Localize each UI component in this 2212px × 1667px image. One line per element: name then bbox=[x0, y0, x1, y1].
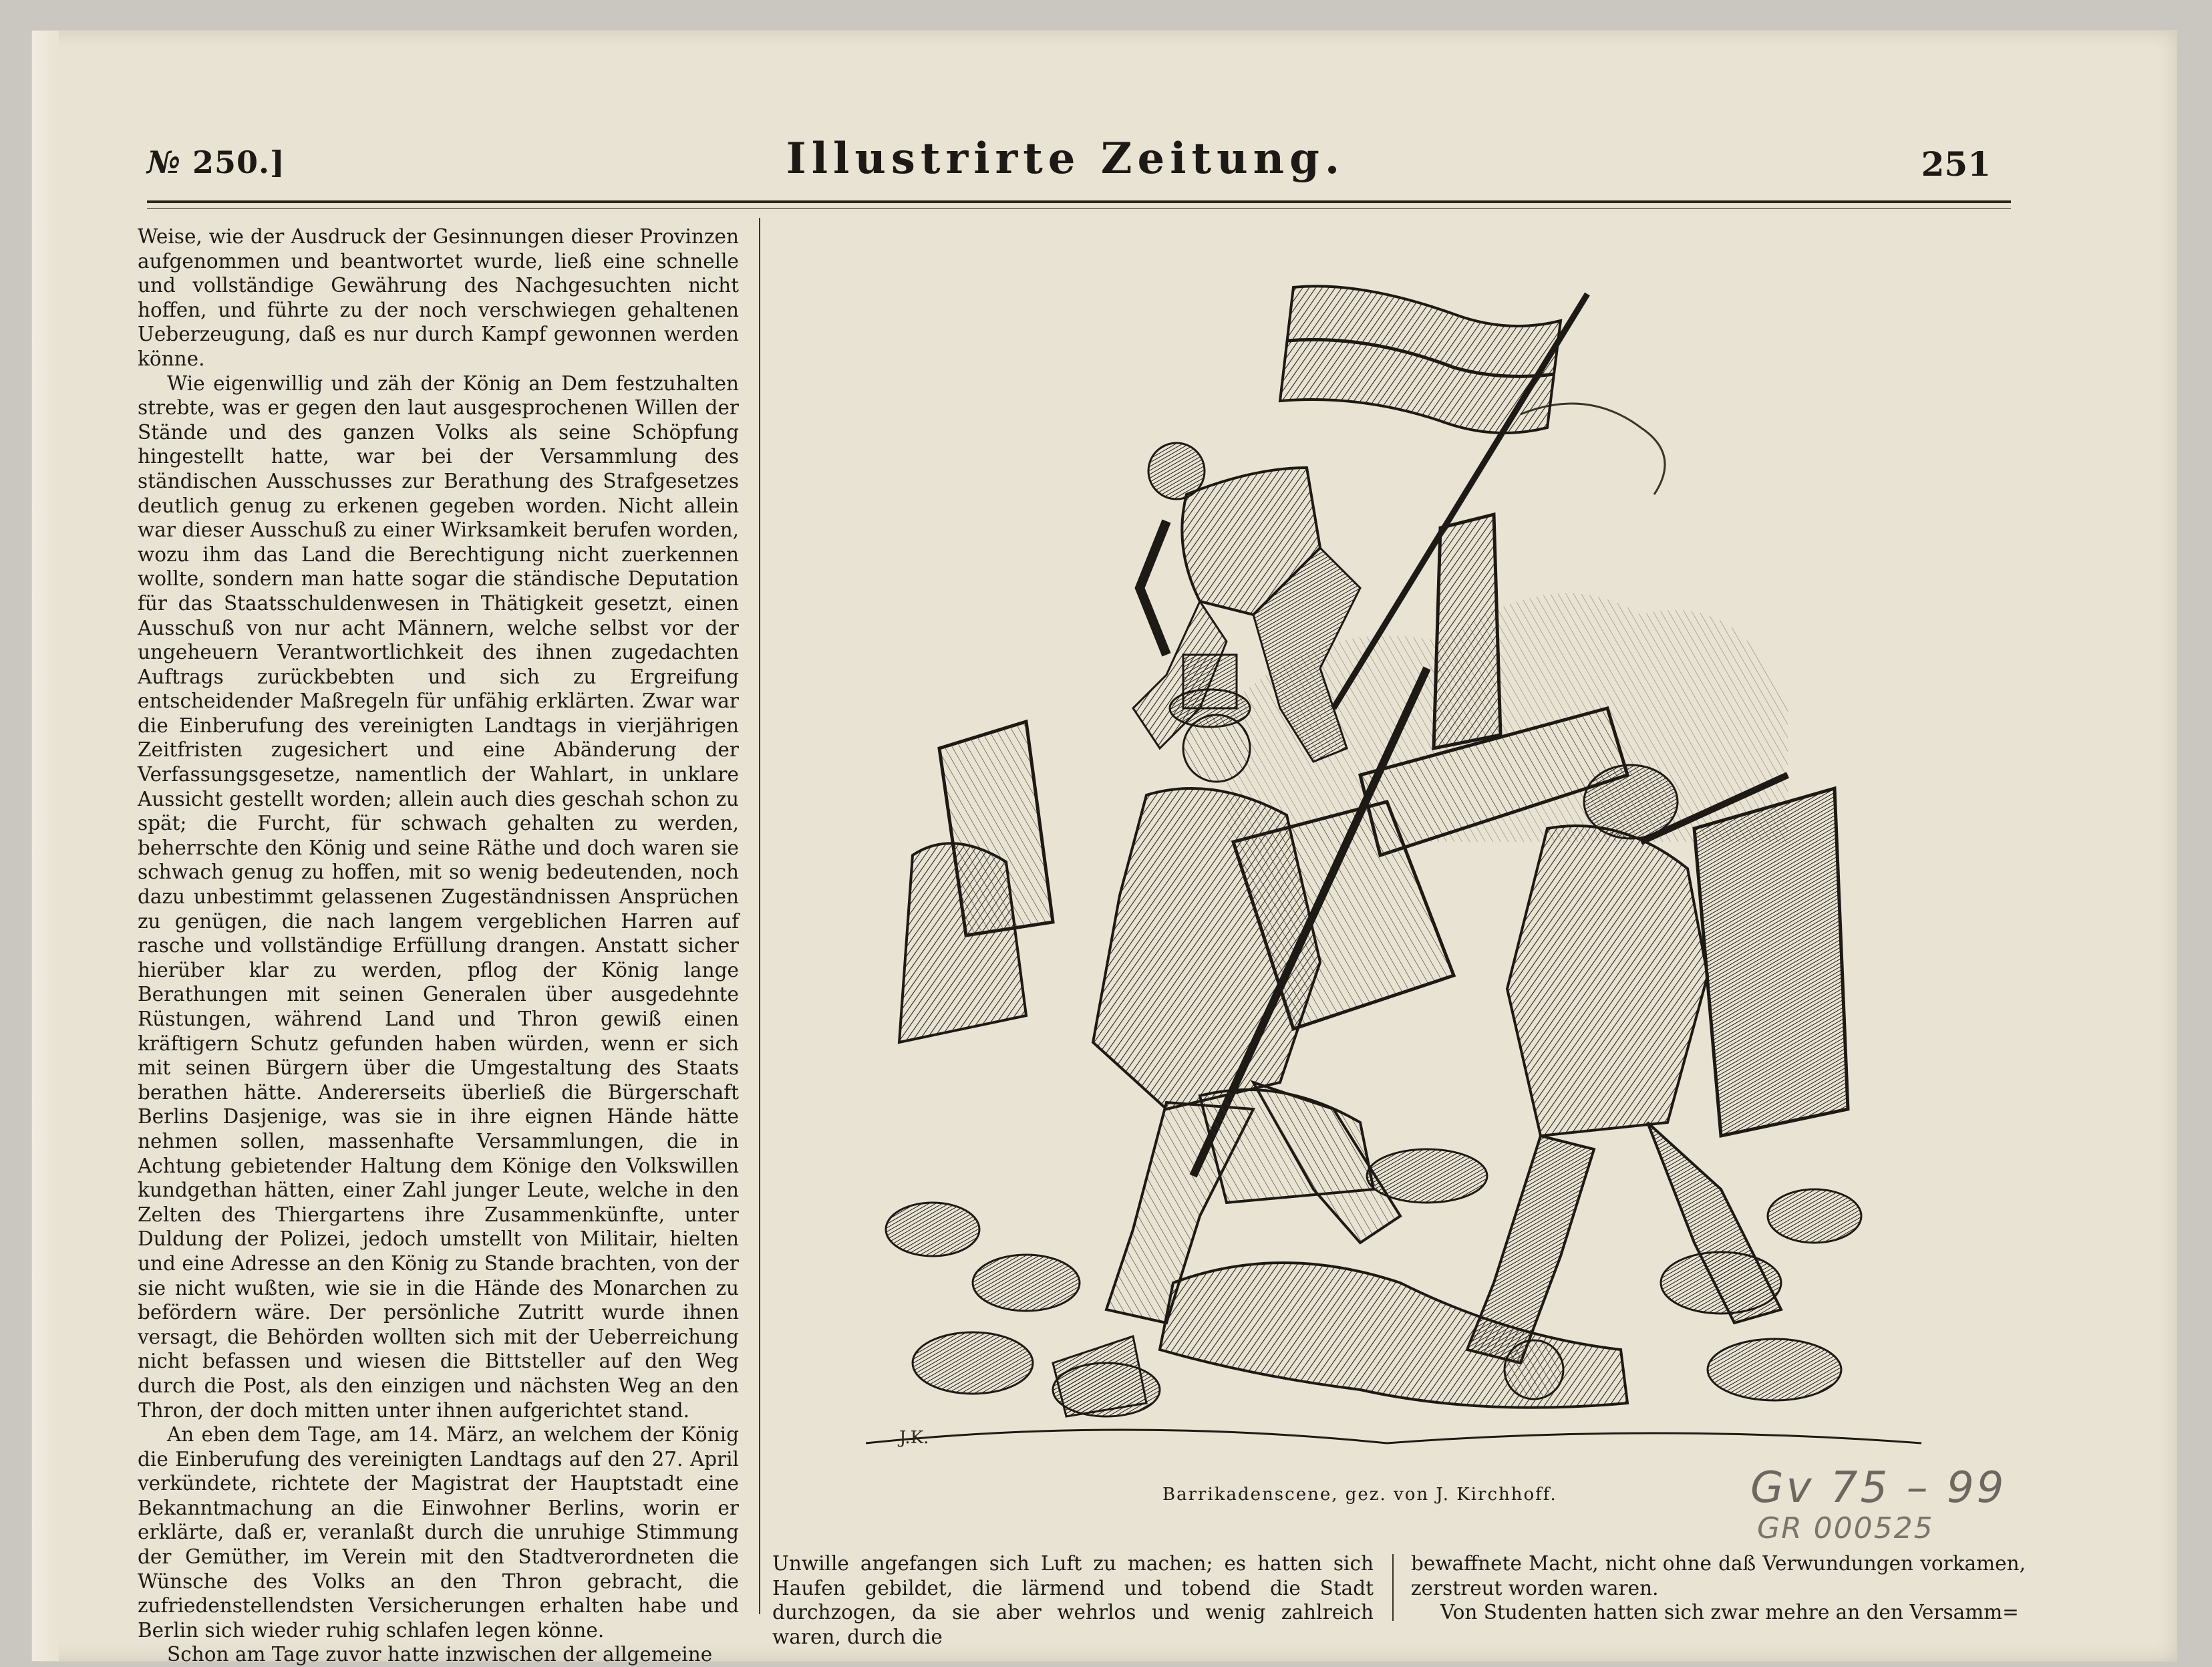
page-number: 251 bbox=[1921, 144, 1991, 184]
barricade-engraving bbox=[852, 241, 1941, 1463]
middle-paragraph: Unwille angefangen sich Luft zu machen; es hatten sich Haufen gebildet, die lärmend und tobend die Stadt durchzogen, da sie aber wehrlos und wenig zahlreich waren, durch die bbox=[772, 1552, 1374, 1648]
issue-number-value: 250.] bbox=[192, 144, 285, 180]
bottom-column-divider bbox=[1392, 1554, 1394, 1621]
right-column-text bbox=[1411, 1551, 2026, 1632]
masthead bbox=[114, 134, 2018, 194]
header-rule-thick bbox=[147, 200, 2011, 203]
numero-sign: № bbox=[147, 144, 181, 180]
paragraph-2: Wie eigenwillig und zäh der König an Dem festzuhalten strebte, was er gegen den laut ausgesprochenen Willen der Stände und des ganzen Volks als seine Schöpfung hingestellt hatte, war bei der Versammlung des ständischen Ausschusses zur Berathung des Strafgesetzes deutlich genug zu erkenen gegeben worden. Nicht allein war dieser Ausschuß zu einer Wirksamkeit berufen worden, wozu ihm das Land die Berechtigung nicht zuerkennen wollte, sondern man hatte sogar die ständische Deputation für das Staatsschuldenwesen in Thätigkeit gesetzt, einen Ausschuß von nur acht Männern, welche selbst vor der ungeheuern Verantwortlichkeit des ihnen zugedachten Auftrags zurückbebten und sich zu Ergreifung entscheidender Maßregeln für unfähig erklärten. Zwar war die Einberufung des vereinigten Landtags in vierjährigen Zeitfristen zugesichert und eine Abänderung der Verfassungsgesetze, namentlich der Wahlart, in unklare Aussicht gestellt worden; allein auch dies geschah schon zu spät; die Furcht, für schwach gehalten zu werden, beherrschte den König und seine Räthe und doch waren sie schwach genug zu hoffen, mit so wenig bedeutenden, noch dazu unbestimmt gelassenen Zugeständnissen Ansprüchen zu genügen, die nach langem vergeblichen Harren auf rasche und vollständige Erfüllung drangen. Anstatt sicher hierüber klar zu werden, pflog der König lange Berathungen mit seinen Generalen über ausgedehnte Rüstungen, während Land und Thron gewiß einen kräftigern Schutz gefunden haben würden, wenn er sich mit seinen Bürgern über die Umgestaltung des Staats berathen hätte. Andererseits überließ die Bürgerschaft Berlins Dasjenige, was sie in ihre eignen Hände hätte nehmen sollen, massenhafte Versammlungen, die in Achtung gebietender Haltung dem Könige den Volkswillen kundgethan hätten, einer Zahl junger Leute, welche in den Zelten des Thiergartens ihre Zusammenkünfte, unter Duldung der Polizei, jedoch umstellt von Militair, hielten und eine Adresse an den König zu Stande brachten, von der sie nicht wußten, wie sie in die Hände des Monarchen zu befördern wäre. Der persönliche Zutritt wurde ihnen versagt, die Behörden wollten sich mit der Ueberreichung nicht befassen und wiesen die Bittsteller auf den Weg durch die Post, als den einzigen und nächsten Weg an den Thron, der doch mitten unter ihnen aufgerichtet stand. bbox=[138, 371, 739, 1422]
middle-column-text bbox=[772, 1551, 1374, 1648]
illustration-caption: Barrikadenscene, gez. von J. Kirchhoff. bbox=[1162, 1485, 1557, 1505]
header-rule-thin bbox=[147, 208, 2011, 209]
left-column-text bbox=[138, 224, 739, 1666]
inventory-number: GR 000525 bbox=[1757, 1511, 1934, 1545]
paragraph-1: Weise, wie der Ausdruck der Gesinnungen dieser Provinzen aufgenommen und beantwortet wurde, ließ eine schnelle und vollständige Gewährung des Nachgesuchten nicht hoffen, und führte zu der noch verschwiegen gehaltenen Ueberzeugung, daß es nur durch Kampf gewonnen werden könne. bbox=[138, 225, 739, 370]
engraving-illustration bbox=[852, 241, 1941, 1463]
paragraph-3: An eben dem Tage, am 14. März, an welchem der König die Einberufung des vereinigten Landtags auf den 27. April verkündete, richtete der Magistrat der Hauptstadt eine Bekanntmachung an die Einwohner Berlins, worin er erklärte, daß er, veranlaßt durch die unruhige Stimmung der Gemüther, im Verein mit den Stadtverordneten die Wünsche des Volks an den Thron gebracht, die zufriedenstellendsten Versicherungen erhalten habe und Berlin sich wieder ruhig schlafen legen könne. bbox=[138, 1423, 739, 1642]
right-paragraph-2: Von Studenten hatten sich zwar mehre an den Versamm= bbox=[1440, 1601, 2019, 1624]
paragraph-4: Schon am Tage zuvor hatte inzwischen der allgemeine bbox=[167, 1643, 713, 1666]
engraver-signature: J.K. bbox=[899, 1428, 929, 1448]
page-edge bbox=[32, 31, 59, 1661]
pencil-shelfmark: Gv 75 – 99 bbox=[1750, 1463, 2007, 1513]
column-divider bbox=[759, 218, 760, 1614]
newspaper-title: Illustrirte Zeitung. bbox=[786, 134, 1346, 184]
right-paragraph-1: bewaffnete Macht, nicht ohne daß Verwundungen vorkamen, zerstreut worden waren. bbox=[1411, 1552, 2026, 1600]
